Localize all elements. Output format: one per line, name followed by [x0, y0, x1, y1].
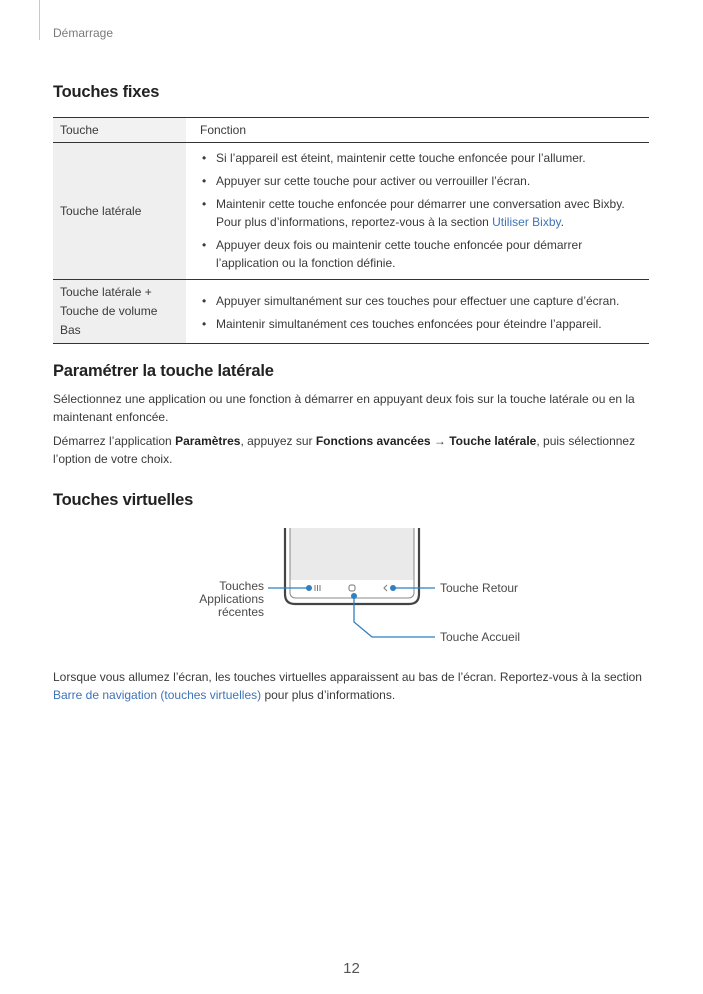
table-cell-function	[186, 143, 649, 280]
key-line: Touche de volume	[60, 304, 158, 318]
menu-fonctions-avancees: Fonctions avancées	[315, 434, 431, 448]
text: Démarrez l’application	[53, 434, 176, 448]
table-cell-function	[186, 280, 649, 344]
table-header-row	[53, 118, 649, 143]
back-icon	[384, 585, 387, 591]
table-header-touche: Touche	[53, 118, 186, 143]
function-list	[200, 292, 641, 333]
table-row	[53, 143, 649, 280]
label-line: Applications	[199, 592, 264, 606]
link-barre-navigation[interactable]: Barre de navigation (touches virtuelles)	[53, 688, 262, 702]
list-item: • Appuyer sur cette touche pour activer ou verrouiller l’écran.	[200, 172, 641, 190]
table-header-fonction: Fonction	[186, 118, 649, 143]
list-item-text: Maintenir cette touche enfoncée pour démarrer une conversation avec Bixby. Pour plus d’informations, reportez-vous à la section	[216, 197, 625, 229]
heading-parametrer: Paramétrer la touche latérale	[53, 362, 274, 380]
label-back: Touche Retour	[440, 581, 519, 595]
list-item: • Appuyer deux fois ou maintenir cette touche enfoncée pour démarrer l’application ou la fonction définie.	[200, 236, 641, 272]
key-line: Touche latérale +	[60, 285, 152, 299]
table-cell-key: Touche latérale	[53, 143, 186, 280]
text: , puis sélectionnez l’option de votre choix.	[53, 434, 636, 466]
phone-illustration	[283, 528, 421, 606]
text: Lorsque vous allumez l’écran, les touches virtuelles apparaissent au bas de l’écran. Reportez-vous à la section	[53, 670, 642, 684]
label-recent-apps	[186, 580, 264, 619]
heading-touches-virtuelles: Touches virtuelles	[53, 491, 194, 509]
page-number: 12	[343, 960, 360, 977]
list-item: • Si l’appareil est éteint, maintenir cette touche enfoncée pour l’allumer.	[200, 149, 641, 167]
label-line: récentes	[217, 605, 264, 619]
list-item: • Appuyer simultanément sur ces touches pour effectuer une capture d’écran.	[200, 292, 641, 310]
home-icon	[349, 585, 355, 591]
function-list	[200, 149, 641, 272]
table-cell-key	[53, 280, 186, 344]
label-line: Touches	[219, 579, 264, 593]
list-item-text: .	[560, 215, 564, 229]
list-item	[200, 195, 641, 231]
section-label: Démarrage	[53, 26, 114, 40]
key-line: Bas	[60, 323, 81, 337]
list-item: • Maintenir simultanément ces touches enfoncées pour éteindre l’appareil.	[200, 315, 641, 333]
menu-touche-laterale: Touche latérale	[449, 434, 537, 448]
link-utiliser-bixby[interactable]: Utiliser Bixby	[492, 215, 561, 229]
param-paragraph-2	[53, 432, 649, 468]
menu-parametres: Paramètres	[175, 434, 241, 448]
label-home: Touche Accueil	[440, 630, 521, 644]
virtual-paragraph	[53, 668, 649, 704]
keys-table	[53, 117, 649, 344]
recent-apps-icon	[315, 585, 320, 591]
text: , appuyez sur	[240, 434, 316, 448]
param-paragraph-1: Sélectionnez une application ou une fonction à démarrer en appuyant deux fois sur la touche latérale ou en la maintenant enfoncée.	[53, 392, 635, 424]
margin-rule	[39, 0, 40, 40]
text: pour plus d’informations.	[261, 688, 396, 702]
arrow-icon: →	[430, 434, 450, 448]
heading-touches-fixes: Touches fixes	[53, 83, 160, 101]
table-row	[53, 280, 649, 344]
